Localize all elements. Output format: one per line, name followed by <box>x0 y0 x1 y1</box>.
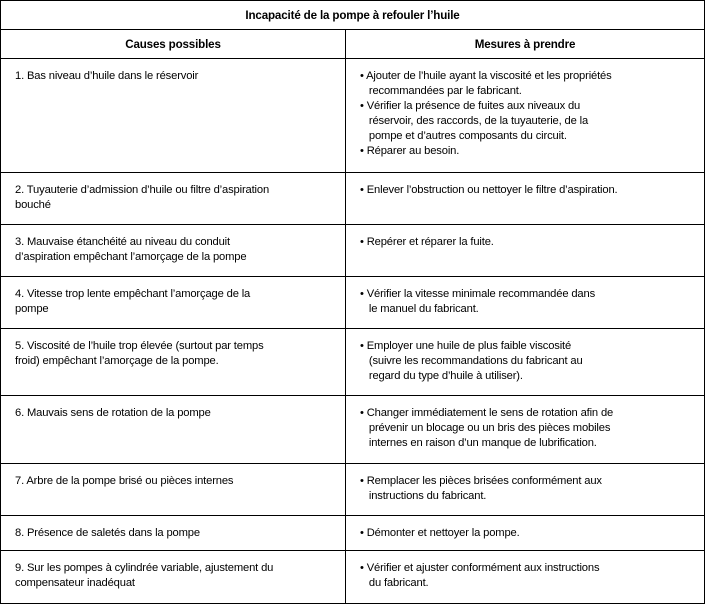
measure-line: • Réparer au besoin. <box>360 145 460 157</box>
cause-text: 8. Présence de saletés dans la pompe <box>15 527 200 539</box>
table-title: Incapacité de la pompe à refouler l’huile <box>1 1 705 30</box>
table-row <box>1 396 705 464</box>
measure-line: regard du type d’huile à utiliser). <box>360 370 523 382</box>
cause-cell <box>1 329 346 396</box>
measure-line: réservoir, des raccords, de la tuyauterie, de la <box>360 115 589 127</box>
measure-line: • Changer immédiatement le sens de rotation afin de <box>360 407 614 419</box>
cause-cell <box>1 464 346 516</box>
table-row <box>1 59 705 173</box>
table-row <box>1 464 705 516</box>
cause-text: 3. Mauvaise étanchéité au niveau du conduit d’aspiration empêchant l’amorçage de la pompe <box>15 236 247 263</box>
measure-line: • Ajouter de l’huile ayant la viscosité et les propriétés <box>360 70 612 82</box>
measure-cell <box>346 277 705 329</box>
measure-line: prévenir un blocage ou un bris des pièces mobiles <box>360 422 611 434</box>
table-row <box>1 173 705 225</box>
measure-line: • Vérifier et ajuster conformément aux instructions <box>360 562 600 574</box>
cause-text: 9. Sur les pompes à cylindrée variable, ajustement du compensateur inadéquat <box>15 562 274 589</box>
cause-text: 4. Vitesse trop lente empêchant l’amorçage de la pompe <box>15 288 251 315</box>
cause-cell <box>1 173 346 225</box>
measure-cell <box>346 516 705 551</box>
measure-line: • Employer une huile de plus faible viscosité <box>360 340 572 352</box>
measure-cell <box>346 225 705 277</box>
header-row <box>1 30 705 59</box>
causes-header: Causes possibles <box>1 30 346 59</box>
cause-cell <box>1 225 346 277</box>
measure-line: (suivre les recommandations du fabricant au <box>360 355 583 367</box>
table-row <box>1 277 705 329</box>
table-row <box>1 516 705 551</box>
cause-cell <box>1 59 346 173</box>
measure-line: instructions du fabricant. <box>360 490 487 502</box>
cause-text: 1. Bas niveau d’huile dans le réservoir <box>15 70 199 82</box>
table-row <box>1 225 705 277</box>
table-row <box>1 329 705 396</box>
measure-cell <box>346 464 705 516</box>
title-row <box>1 1 705 30</box>
measure-cell <box>346 551 705 604</box>
cause-text: 7. Arbre de la pompe brisé ou pièces internes <box>15 475 234 487</box>
measure-line: • Repérer et réparer la fuite. <box>360 236 494 248</box>
table-row <box>1 551 705 604</box>
measure-line: • Remplacer les pièces brisées conformément aux <box>360 475 602 487</box>
cause-cell <box>1 277 346 329</box>
cause-cell <box>1 551 346 604</box>
measure-line: • Vérifier la vitesse minimale recommandée dans <box>360 288 596 300</box>
measure-line: • Enlever l’obstruction ou nettoyer le filtre d’aspiration. <box>360 184 618 196</box>
cause-text: 2. Tuyauterie d’admission d’huile ou filtre d’aspiration bouché <box>15 184 270 211</box>
cause-cell <box>1 396 346 464</box>
measure-cell <box>346 329 705 396</box>
measure-line: • Démonter et nettoyer la pompe. <box>360 527 520 539</box>
measure-cell <box>346 173 705 225</box>
measure-line: du fabricant. <box>360 577 429 589</box>
measure-line: le manuel du fabricant. <box>360 303 479 315</box>
measure-line: internes en raison d’un manque de lubrification. <box>360 437 597 449</box>
measure-line: • Vérifier la présence de fuites aux niveaux du <box>360 100 581 112</box>
measure-cell <box>346 396 705 464</box>
cause-text: 6. Mauvais sens de rotation de la pompe <box>15 407 211 419</box>
measure-line: pompe et d’autres composants du circuit. <box>360 130 567 142</box>
cause-cell <box>1 516 346 551</box>
measure-cell <box>346 59 705 173</box>
measure-line: recommandées par le fabricant. <box>360 85 522 97</box>
cause-text: 5. Viscosité de l’huile trop élevée (surtout par temps froid) empêchant l’amorçage de la pompe. <box>15 340 264 367</box>
measures-header: Mesures à prendre <box>346 30 705 59</box>
